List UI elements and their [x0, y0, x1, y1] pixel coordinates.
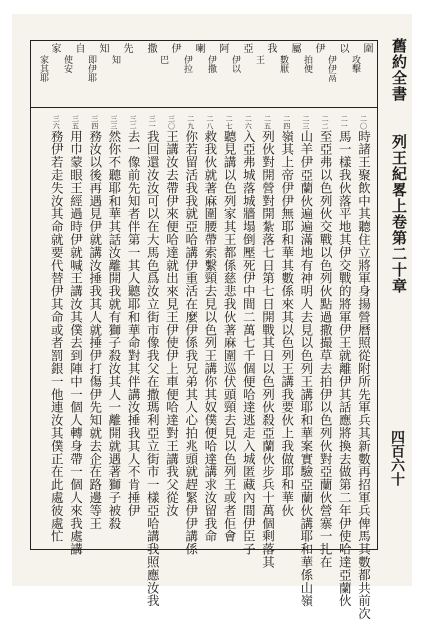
- column-text: 然你不聽耶和華其話汝離開我就有獅子殺汝其人一離開就遇著獅子被殺: [106, 129, 122, 530]
- gloss-sub: 伊伊鬲: [326, 55, 336, 82]
- text-column: [88, 115, 101, 547]
- gloss-head: 阿: [217, 43, 228, 53]
- column-text: 聽見講以色列家其王都係慈悲我伙著麻圍巡伏頭頸去見以色列王或者佢會: [222, 129, 238, 543]
- column-text: 時諸王聚飲中其聽住立將軍身揚營曆照從附所先軍兵其新數再招軍兵俾馬其數都共前次: [356, 129, 372, 620]
- gloss-divider: [31, 107, 377, 108]
- column-text: 去一像前先知者伴第一其人聽耶和華命對其伴講汝捶我其人不肯捶伊: [126, 129, 142, 517]
- text-column: [298, 115, 314, 608]
- gloss-head: 喇: [193, 43, 204, 53]
- column-text: 山羊伊亞蘭伙遍遍滿地有神明人去見以色列王講耶和華案實驗亞蘭伙講耶和華係山嶺: [298, 129, 314, 608]
- verse-number: 三四: [90, 115, 99, 130]
- text-column: [68, 115, 84, 556]
- gloss-head: 家: [49, 43, 60, 53]
- verse-number: 三一: [148, 115, 157, 130]
- verse-number: 三六: [52, 115, 61, 130]
- text-column: [165, 115, 178, 547]
- verse-number: 三三: [109, 115, 118, 130]
- column-text: 王講汝去帶伊來便哈達就出來見王伊使伊上車便哈達對王講我父從汝: [164, 129, 180, 517]
- gloss-sub: 拍便: [302, 55, 312, 73]
- text-column: [203, 115, 216, 547]
- column-text: 入亞弗城落城牆塌倒壓死伊中間二萬七千個便哈達逃走入城匿藏內間伊臣子: [241, 129, 257, 556]
- column-text: 救我伙就著麻圍腰帶索繫頸去見以色列王講你其奴僕便哈達講求汝留我命: [202, 129, 218, 543]
- verse-number: 二八: [205, 115, 214, 130]
- verse-number: 二六: [244, 115, 253, 130]
- book-page: [12, 14, 412, 620]
- column-text: 至亞弗以色列伙交戰以色列伙點過撒撮草去拍伊以色列伙對亞蘭伙營寨一扎在: [318, 129, 334, 569]
- gloss-sub: 數厭: [278, 55, 288, 73]
- verse-number: 二四: [282, 115, 291, 130]
- column-text: 用巾蒙眼王經過時伊就喊王講汝其僕去到陣中一個人轉身帶一個人來我處講: [68, 129, 84, 556]
- gloss-table: [31, 41, 377, 107]
- text-column: [337, 115, 353, 608]
- text-column: [107, 115, 120, 547]
- column-text: 務伊若走失汝其命就要代替伊其命或者罰銀一他連汝其僕正在此處彼處忙: [49, 129, 65, 543]
- gloss-head: 屬: [289, 43, 300, 53]
- verse-number: 三〇: [167, 115, 176, 130]
- gloss-head: 圍: [361, 43, 372, 53]
- gloss-sub: 即伊耶: [86, 55, 96, 82]
- verse-number: 二三: [301, 115, 310, 130]
- page-number: 四百六十: [389, 430, 405, 486]
- gloss-sub: 巴: [158, 55, 168, 64]
- column-text: 務汝以後再遇見伊就講汝捶我其人就捶伊打傷伊先知就去企在路邊等王: [87, 129, 103, 530]
- verse-number: 二二: [321, 115, 330, 130]
- verse-number: 二五: [263, 115, 272, 130]
- verse-number: 三五: [71, 115, 80, 130]
- column-text: 列伙對開營對開紮落七日第七日開戰其日以色列伙殺亞蘭伙步兵十萬個剩落其: [260, 129, 276, 569]
- gloss-sub: 王: [254, 55, 264, 64]
- book-title: 舊約全書: [390, 38, 408, 102]
- text-column: [280, 115, 293, 547]
- text-column: [318, 115, 334, 569]
- gloss-head: 知: [97, 43, 108, 53]
- text-column: [127, 115, 140, 547]
- chapter-heading: 列王紀畧上卷第二十章: [390, 134, 408, 294]
- text-column: [183, 115, 199, 556]
- gloss-sub: 伊拉: [182, 55, 192, 73]
- verse-number: 二九: [186, 115, 195, 130]
- column-text: 嶺其上帝伊伊無耶和華其數係來其以色列王講我要伙上我做耶和華伙: [279, 129, 295, 517]
- gloss-sub: 攻擊: [350, 55, 360, 73]
- gloss-sub: 家其耶: [38, 55, 48, 82]
- column-text: 你若留活我我就亞哈講伊重活在麼伊係我兄弟其人心拍兆頭就趕緊伊伊講係: [183, 129, 199, 556]
- gloss-head: 以: [337, 43, 348, 53]
- verse-number: 二七: [225, 115, 234, 130]
- gloss-head: 我: [265, 43, 276, 53]
- gloss-sub: 伊以: [230, 55, 240, 73]
- gloss-head: 伊: [169, 43, 180, 53]
- text-column: [241, 115, 257, 556]
- text-column: [223, 115, 236, 547]
- gloss-sub: 知: [110, 55, 120, 64]
- gloss-head: 伊: [313, 43, 324, 53]
- column-text: 馬一樣我伙落平地其伊交戰的將軍伊王就離伊其話應將換去做第二年伊使哈達亞蘭伙: [337, 129, 353, 608]
- gloss-head: 撒: [145, 43, 156, 53]
- gloss-head: 先: [121, 43, 132, 53]
- gloss-sub: 使安: [62, 55, 72, 73]
- text-column: [260, 115, 276, 569]
- verse-number: 二〇: [359, 115, 368, 130]
- text-column: [356, 115, 372, 620]
- gloss-sub: 伊撒: [206, 55, 216, 73]
- text-frame: [30, 40, 378, 620]
- verse-number: 二一: [340, 115, 349, 130]
- gloss-head: 亞: [241, 43, 252, 53]
- text-column: [50, 115, 63, 547]
- gloss-head: 自: [73, 43, 84, 53]
- verse-number: 三二: [129, 115, 138, 130]
- text-column: [145, 115, 161, 608]
- column-text: 我回還汝汝可以在大馬色爲汝立街市像我父在撒瑪利亞立街市一樣亞哈講我照應汝我: [145, 129, 161, 608]
